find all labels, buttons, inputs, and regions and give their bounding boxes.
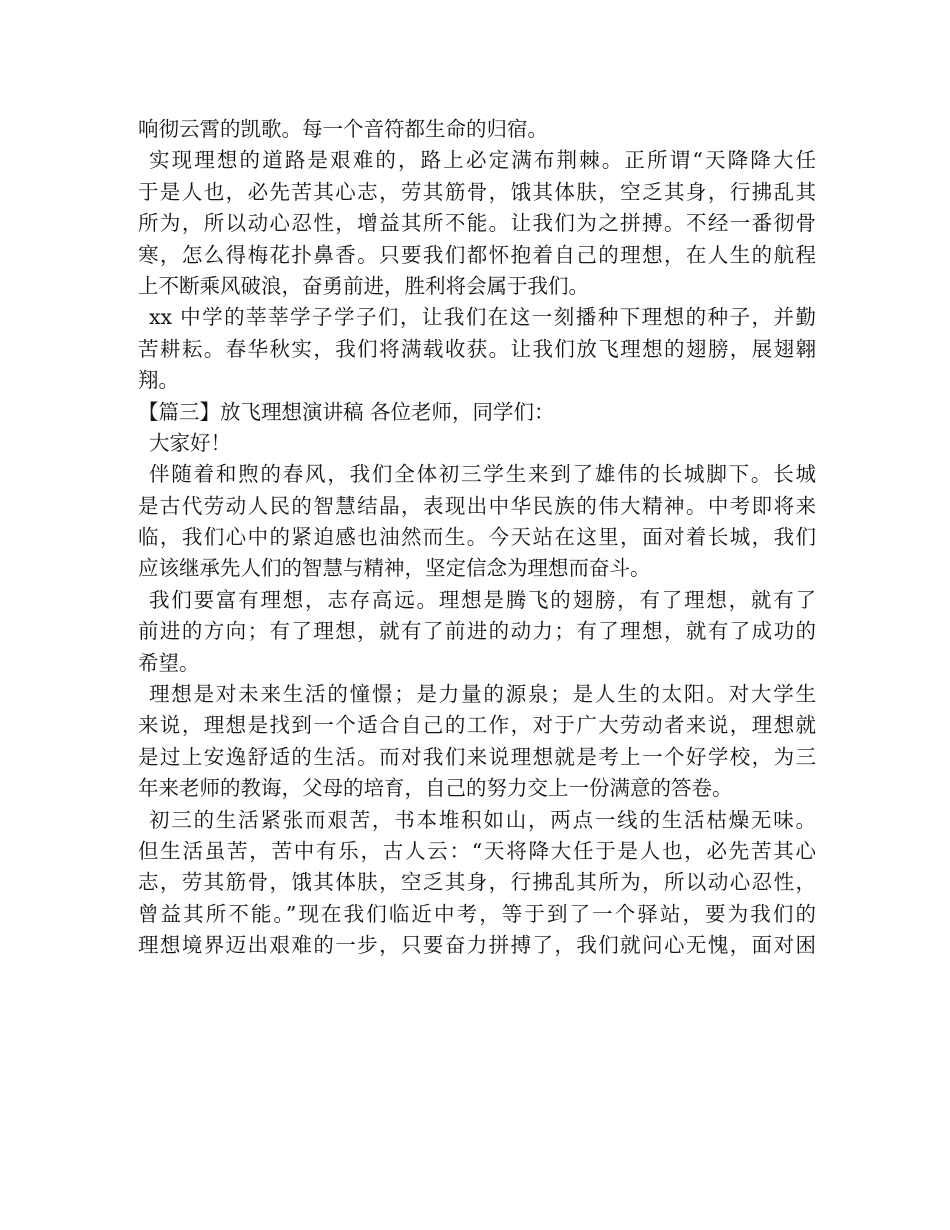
text-line: 于是人也，必先苦其心志，劳其筋骨，饿其体肤，空乏其身，行拂乱其 xyxy=(138,179,816,204)
text-line: 应该继承先人们的智慧与精神，坚定信念为理想而奋斗。 xyxy=(138,556,651,581)
text-line: 理想境界迈出艰难的一步，只要奋力拼搏了，我们就问心无愧，面对困 xyxy=(138,933,816,958)
text-line: 大家好！ xyxy=(149,430,231,455)
text-line: 志，劳其筋骨，饿其体肤，空乏其身，行拂乱其所为，所以动心忍性， xyxy=(138,870,816,895)
text-line: 年来老师的教诲，父母的培育，自己的努力交上一份满意的答卷。 xyxy=(138,776,733,801)
text-line: 是古代劳动人民的智慧结晶，表现出中华民族的伟大精神。中考即将来 xyxy=(138,493,816,518)
text-line: 曾益其所不能。”现在我们临近中考，等于到了一个驿站，要为我们的 xyxy=(138,901,816,926)
text-line: 寒，怎么得梅花扑鼻香。只要我们都怀抱着自己的理想，在人生的航程 xyxy=(138,242,816,267)
text-line: 伴随着和煦的春风，我们全体初三学生来到了雄伟的长城脚下。长城 xyxy=(149,462,816,487)
text-line: 苦耕耘。春华秋实，我们将满载收获。让我们放飞理想的翅膀，展翅翱 xyxy=(138,336,816,361)
text-line: 所为，所以动心忍性，增益其所不能。让我们为之拼搏。不经一番彻骨 xyxy=(138,211,816,236)
text-line: 实现理想的道路是艰难的，路上必定满布荆棘。正所谓“天降降大任 xyxy=(149,148,816,173)
text-line: 理想是对未来生活的憧憬；是力量的源泉；是人生的太阳。对大学生 xyxy=(149,682,816,707)
text-line: 翔。 xyxy=(138,368,179,393)
text-line: xx 中学的莘莘学子学子们，让我们在这一刻播种下理想的种子，并勤 xyxy=(149,305,816,330)
text-line: 我们要富有理想，志存高远。理想是腾飞的翅膀，有了理想，就有了 xyxy=(149,587,816,612)
document-page xyxy=(138,114,816,962)
text-line: 是过上安逸舒适的生活。而对我们来说理想就是考上一个好学校，为三 xyxy=(138,744,816,769)
text-line: 初三的生活紧张而艰苦，书本堆积如山，两点一线的生活枯燥无味。 xyxy=(149,807,816,832)
text-line: 上不断乘风破浪，奋勇前进，胜利将会属于我们。 xyxy=(138,273,589,298)
text-line: 临，我们心中的紧迫感也油然而生。今天站在这里，面对着长城，我们 xyxy=(138,525,816,550)
text-line: 但生活虽苦，苦中有乐，古人云：“天将降大任于是人也，必先苦其心 xyxy=(138,838,816,863)
text-line: 来说，理想是找到一个适合自己的工作，对于广大劳动者来说，理想就 xyxy=(138,713,816,738)
text-line: 希望。 xyxy=(138,650,200,675)
text-line: 响彻云霄的凯歌。每一个音符都生命的归宿。 xyxy=(138,117,548,141)
section-heading-line: 【篇三】放飞理想演讲稿 各位老师，同学们： xyxy=(138,399,555,424)
text-line: 前进的方向；有了理想，就有了前进的动力；有了理想，就有了成功的 xyxy=(138,619,816,644)
